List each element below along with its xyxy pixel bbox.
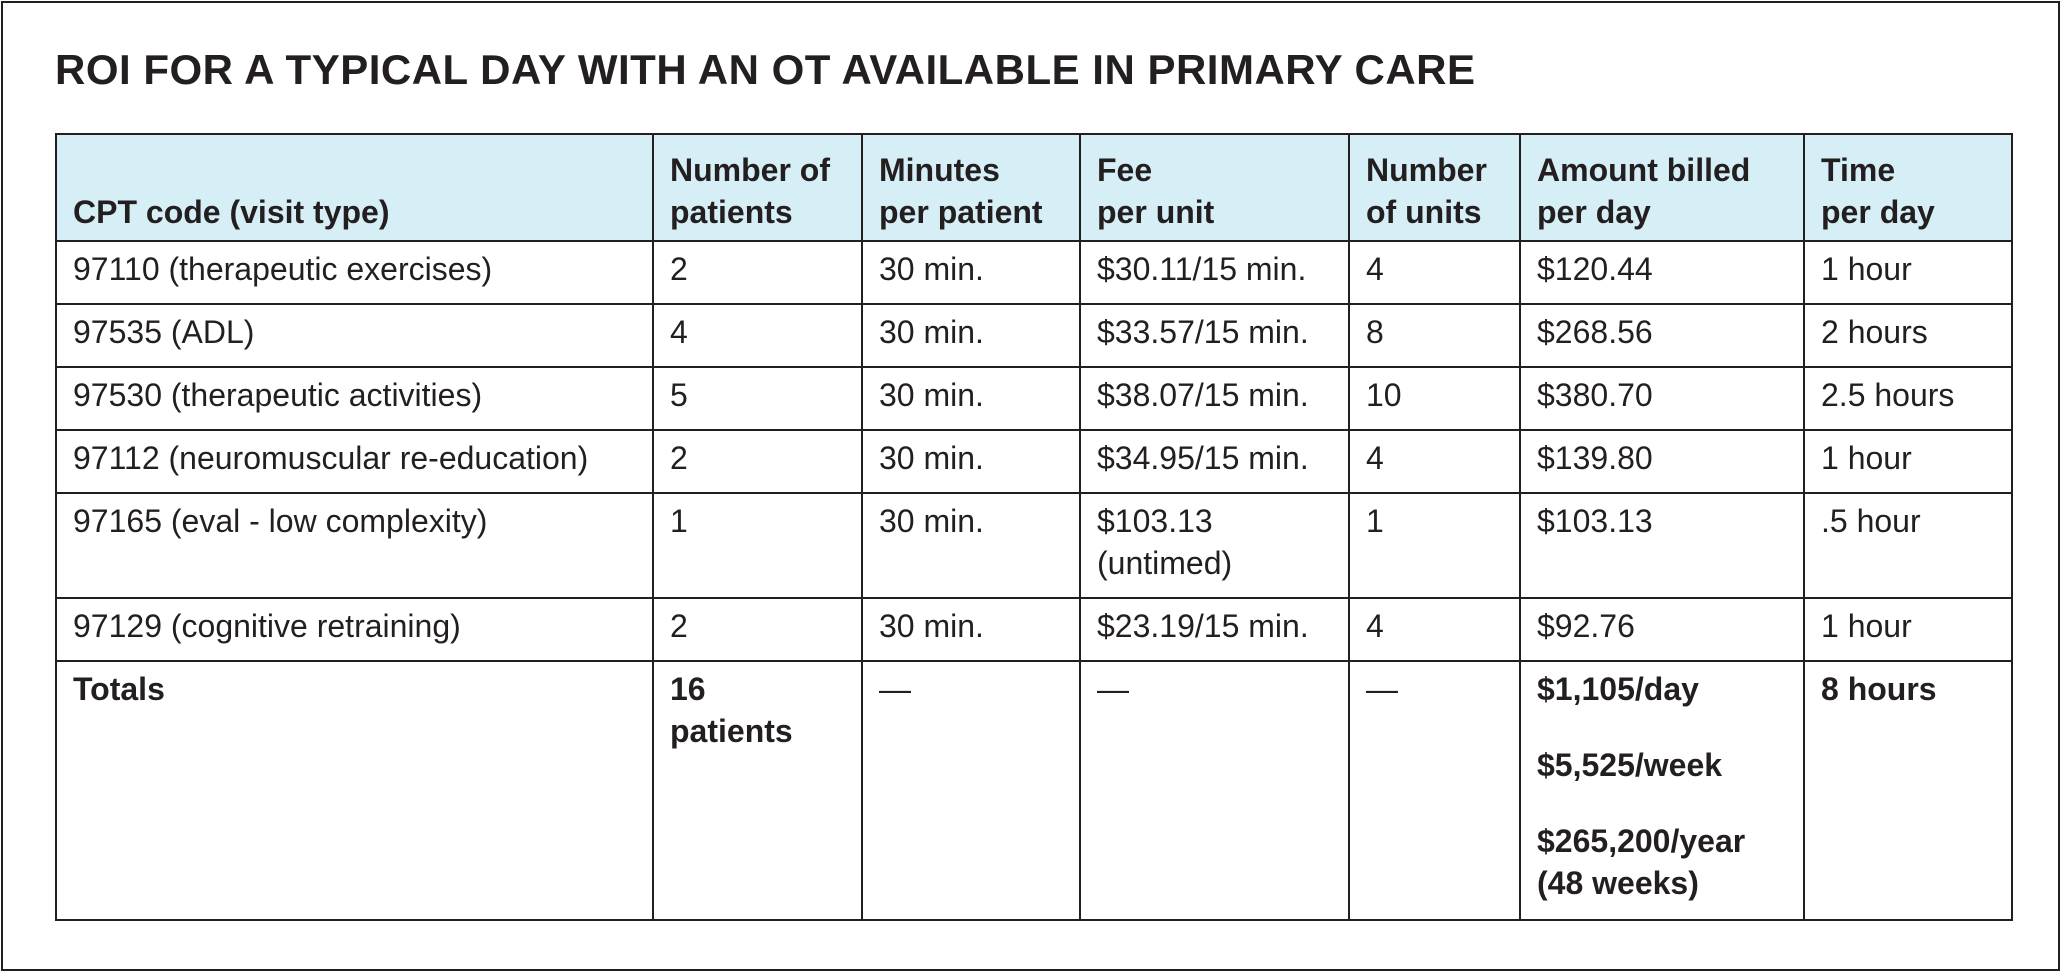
cell-minutes: 30 min. bbox=[862, 598, 1080, 661]
cell-time: 1 hour bbox=[1804, 241, 2012, 304]
header-cpt-code: CPT code (visit type) bbox=[56, 134, 653, 241]
table-row bbox=[56, 430, 2012, 493]
cell-units: 4 bbox=[1349, 241, 1520, 304]
cell-amount: $92.76 bbox=[1520, 598, 1804, 661]
cell-patients: 1 bbox=[653, 493, 862, 598]
table-row bbox=[56, 493, 2012, 598]
header-number-of-units: Number of units bbox=[1349, 134, 1520, 241]
cell-units: 1 bbox=[1349, 493, 1520, 598]
totals-patients: 16 patients bbox=[653, 661, 862, 920]
cell-units: 4 bbox=[1349, 598, 1520, 661]
totals-label: Totals bbox=[56, 661, 653, 920]
cell-cpt-code: 97535 (ADL) bbox=[56, 304, 653, 367]
cell-patients: 4 bbox=[653, 304, 862, 367]
table-title: ROI FOR A TYPICAL DAY WITH AN OT AVAILABLE IN PRIMARY CARE bbox=[55, 46, 1476, 93]
cell-minutes: 30 min. bbox=[862, 367, 1080, 430]
header-number-of-patients: Number of patients bbox=[653, 134, 862, 241]
totals-amount-week: $5,525/week bbox=[1537, 747, 1723, 783]
cell-units: 8 bbox=[1349, 304, 1520, 367]
cell-minutes: 30 min. bbox=[862, 241, 1080, 304]
cell-fee: $23.19/15 min. bbox=[1080, 598, 1349, 661]
table-row bbox=[56, 241, 2012, 304]
cell-patients: 2 bbox=[653, 598, 862, 661]
cell-cpt-code: 97112 (neuromuscular re-education) bbox=[56, 430, 653, 493]
cell-time: 2.5 hours bbox=[1804, 367, 2012, 430]
header-row bbox=[56, 134, 2012, 241]
totals-units: — bbox=[1349, 661, 1520, 920]
cell-amount: $380.70 bbox=[1520, 367, 1804, 430]
cell-fee: $34.95/15 min. bbox=[1080, 430, 1349, 493]
cell-amount: $120.44 bbox=[1520, 241, 1804, 304]
cell-minutes: 30 min. bbox=[862, 304, 1080, 367]
header-minutes-per-patient: Minutes per patient bbox=[862, 134, 1080, 241]
cell-fee: $103.13 (untimed) bbox=[1080, 493, 1349, 598]
totals-amount-day: $1,105/day bbox=[1537, 671, 1699, 707]
totals-amount bbox=[1520, 661, 1804, 920]
header-amount-billed: Amount billed per day bbox=[1520, 134, 1804, 241]
totals-time: 8 hours bbox=[1804, 661, 2012, 920]
cell-patients: 2 bbox=[653, 430, 862, 493]
cell-fee: $30.11/15 min. bbox=[1080, 241, 1349, 304]
cell-cpt-code: 97165 (eval - low complexity) bbox=[56, 493, 653, 598]
header-fee-per-unit: Fee per unit bbox=[1080, 134, 1349, 241]
totals-amount-year: $265,200/year (48 weeks) bbox=[1537, 823, 1746, 901]
cell-cpt-code: 97530 (therapeutic activities) bbox=[56, 367, 653, 430]
cell-fee: $38.07/15 min. bbox=[1080, 367, 1349, 430]
cell-units: 4 bbox=[1349, 430, 1520, 493]
cell-time: 1 hour bbox=[1804, 598, 2012, 661]
totals-row bbox=[56, 661, 2012, 920]
cell-cpt-code: 97110 (therapeutic exercises) bbox=[56, 241, 653, 304]
totals-fee: — bbox=[1080, 661, 1349, 920]
cell-units: 10 bbox=[1349, 367, 1520, 430]
cell-time: 2 hours bbox=[1804, 304, 2012, 367]
cell-amount: $103.13 bbox=[1520, 493, 1804, 598]
table-row bbox=[56, 598, 2012, 661]
table-row bbox=[56, 304, 2012, 367]
roi-table bbox=[55, 133, 2013, 921]
cell-minutes: 30 min. bbox=[862, 430, 1080, 493]
cell-minutes: 30 min. bbox=[862, 493, 1080, 598]
cell-patients: 2 bbox=[653, 241, 862, 304]
cell-amount: $139.80 bbox=[1520, 430, 1804, 493]
cell-fee: $33.57/15 min. bbox=[1080, 304, 1349, 367]
cell-patients: 5 bbox=[653, 367, 862, 430]
cell-amount: $268.56 bbox=[1520, 304, 1804, 367]
cell-time: .5 hour bbox=[1804, 493, 2012, 598]
totals-minutes: — bbox=[862, 661, 1080, 920]
header-time-per-day: Time per day bbox=[1804, 134, 2012, 241]
cell-cpt-code: 97129 (cognitive retraining) bbox=[56, 598, 653, 661]
cell-time: 1 hour bbox=[1804, 430, 2012, 493]
table-row bbox=[56, 367, 2012, 430]
